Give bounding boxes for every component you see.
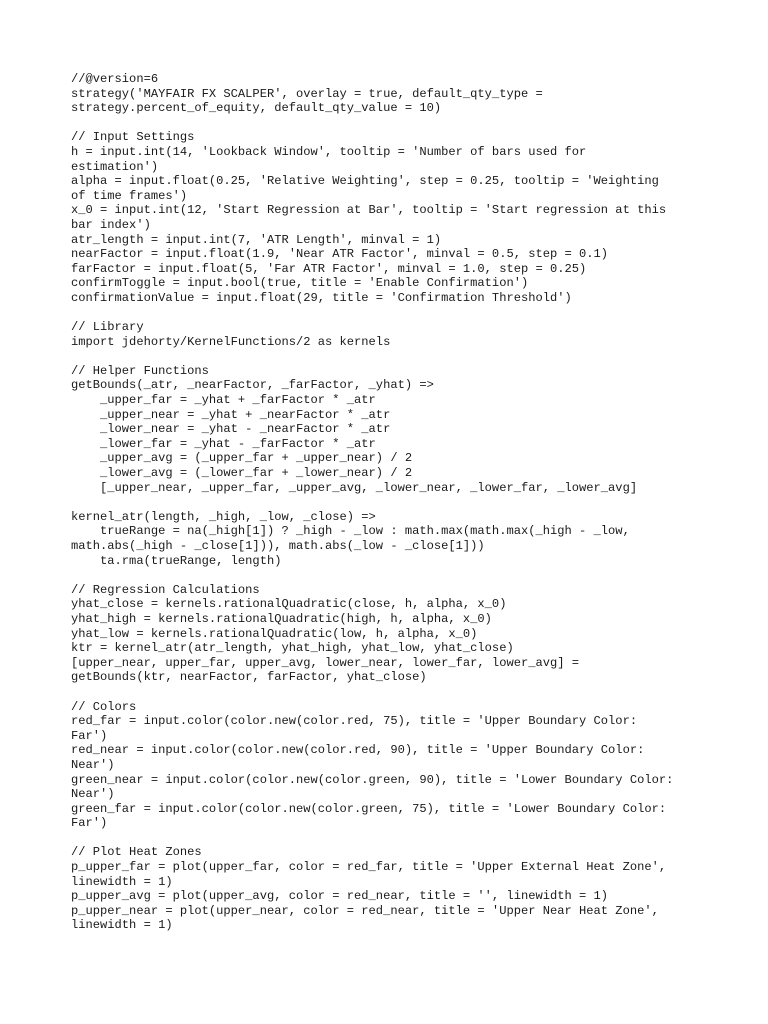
code-line: [_upper_near, _upper_far, _upper_avg, _lower_near, _lower_far, _lower_avg] — [71, 480, 638, 495]
code-line: linewidth = 1) — [71, 918, 173, 933]
code-line: _upper_far = _yhat + _farFactor * _atr — [71, 393, 376, 408]
code-line: p_upper_far = plot(upper_far, color = red_far, title = 'Upper External Heat Zone', — [71, 860, 667, 875]
code-line: _upper_avg = (_upper_far + _upper_near) / 2 — [71, 451, 413, 466]
code-line: red_far = input.color(color.new(color.red, 75), title = 'Upper Boundary Color: — [71, 714, 638, 729]
code-line: ta.rma(trueRange, length) — [71, 553, 282, 568]
code-line: trueRange = na(_high[1]) ? _high - _low : math.max(math.max(_high - _low, — [71, 524, 630, 539]
code-line: _lower_avg = (_lower_far + _lower_near) / 2 — [71, 466, 413, 481]
code-line: green_far = input.color(color.new(color.green, 75), title = 'Lower Boundary Color: — [71, 801, 667, 816]
code-line: Near') — [71, 757, 115, 772]
code-line: of time frames') — [71, 188, 188, 203]
blank-line — [71, 831, 731, 846]
code-line: ktr = kernel_atr(atr_length, yhat_high, yhat_low, yhat_close) — [71, 641, 514, 656]
code-line: _lower_far = _yhat - _farFactor * _atr — [71, 436, 376, 451]
code-line: strategy('MAYFAIR FX SCALPER', overlay = true, default_qty_type = — [71, 86, 543, 101]
code-line: x_0 = input.int(12, 'Start Regression at Bar', tooltip = 'Start regression at this — [71, 203, 667, 218]
code-line: _upper_near = _yhat + _nearFactor * _atr — [71, 407, 391, 422]
code-line: Near') — [71, 787, 115, 802]
code-line: atr_length = input.int(7, 'ATR Length', minval = 1) — [71, 232, 442, 247]
blank-line — [71, 116, 731, 131]
code-line: // Colors — [71, 699, 137, 714]
code-line: kernel_atr(length, _high, _low, _close) => — [71, 509, 376, 524]
code-line: // Helper Functions — [71, 363, 209, 378]
code-line: [upper_near, upper_far, upper_avg, lower_near, lower_far, lower_avg] = — [71, 655, 580, 670]
code-line: yhat_low = kernels.rationalQuadratic(low, h, alpha, x_0) — [71, 626, 478, 641]
code-line: farFactor = input.float(5, 'Far ATR Factor', minval = 1.0, step = 0.25) — [71, 261, 587, 276]
blank-line — [71, 306, 731, 321]
code-line: // Plot Heat Zones — [71, 845, 202, 860]
code-line: // Library — [71, 320, 144, 335]
code-line: h = input.int(14, 'Lookback Window', tooltip = 'Number of bars used for — [71, 144, 587, 159]
code-line: getBounds(ktr, nearFactor, farFactor, yhat_close) — [71, 670, 427, 685]
code-line: confirmationValue = input.float(29, title = 'Confirmation Threshold') — [71, 290, 572, 305]
code-line: yhat_high = kernels.rationalQuadratic(high, h, alpha, x_0) — [71, 611, 492, 626]
code-line: red_near = input.color(color.new(color.red, 90), title = 'Upper Boundary Color: — [71, 743, 645, 758]
code-line: //@version=6 — [71, 72, 159, 86]
code-line: _lower_near = _yhat - _nearFactor * _atr — [71, 422, 391, 437]
code-line: import jdehorty/KernelFunctions/2 as kernels — [71, 334, 391, 349]
blank-line — [71, 685, 731, 700]
code-line: bar index') — [71, 217, 151, 232]
code-line: p_upper_avg = plot(upper_avg, color = red_near, title = '', linewidth = 1) — [71, 889, 609, 904]
code-line: getBounds(_atr, _nearFactor, _farFactor, _yhat) => — [71, 378, 434, 393]
code-line: Far') — [71, 728, 108, 743]
code-line: estimation') — [71, 159, 159, 174]
code-line: Far') — [71, 816, 108, 831]
blank-line — [71, 349, 731, 364]
code-line: yhat_close = kernels.rationalQuadratic(close, h, alpha, x_0) — [71, 597, 507, 612]
code-line: // Regression Calculations — [71, 582, 260, 597]
code-line: alpha = input.float(0.25, 'Relative Weighting', step = 0.25, tooltip = 'Weighting — [71, 174, 659, 189]
code-line: // Input Settings — [71, 130, 195, 145]
code-line: nearFactor = input.float(1.9, 'Near ATR Factor', minval = 0.5, step = 0.1) — [71, 247, 609, 262]
blank-line — [71, 495, 731, 510]
code-line: green_near = input.color(color.new(color.green, 90), title = 'Lower Boundary Color: — [71, 772, 674, 787]
code-block — [71, 72, 731, 933]
code-line: math.abs(_high - _close[1])), math.abs(_low - _close[1])) — [71, 539, 485, 553]
code-line: linewidth = 1) — [71, 874, 173, 889]
code-line: strategy.percent_of_equity, default_qty_value = 10) — [71, 101, 442, 116]
code-line: p_upper_near = plot(upper_near, color = red_near, title = 'Upper Near Heat Zone', — [71, 903, 659, 918]
code-line: confirmToggle = input.bool(true, title = 'Enable Confirmation') — [71, 276, 529, 291]
blank-line — [71, 568, 731, 583]
